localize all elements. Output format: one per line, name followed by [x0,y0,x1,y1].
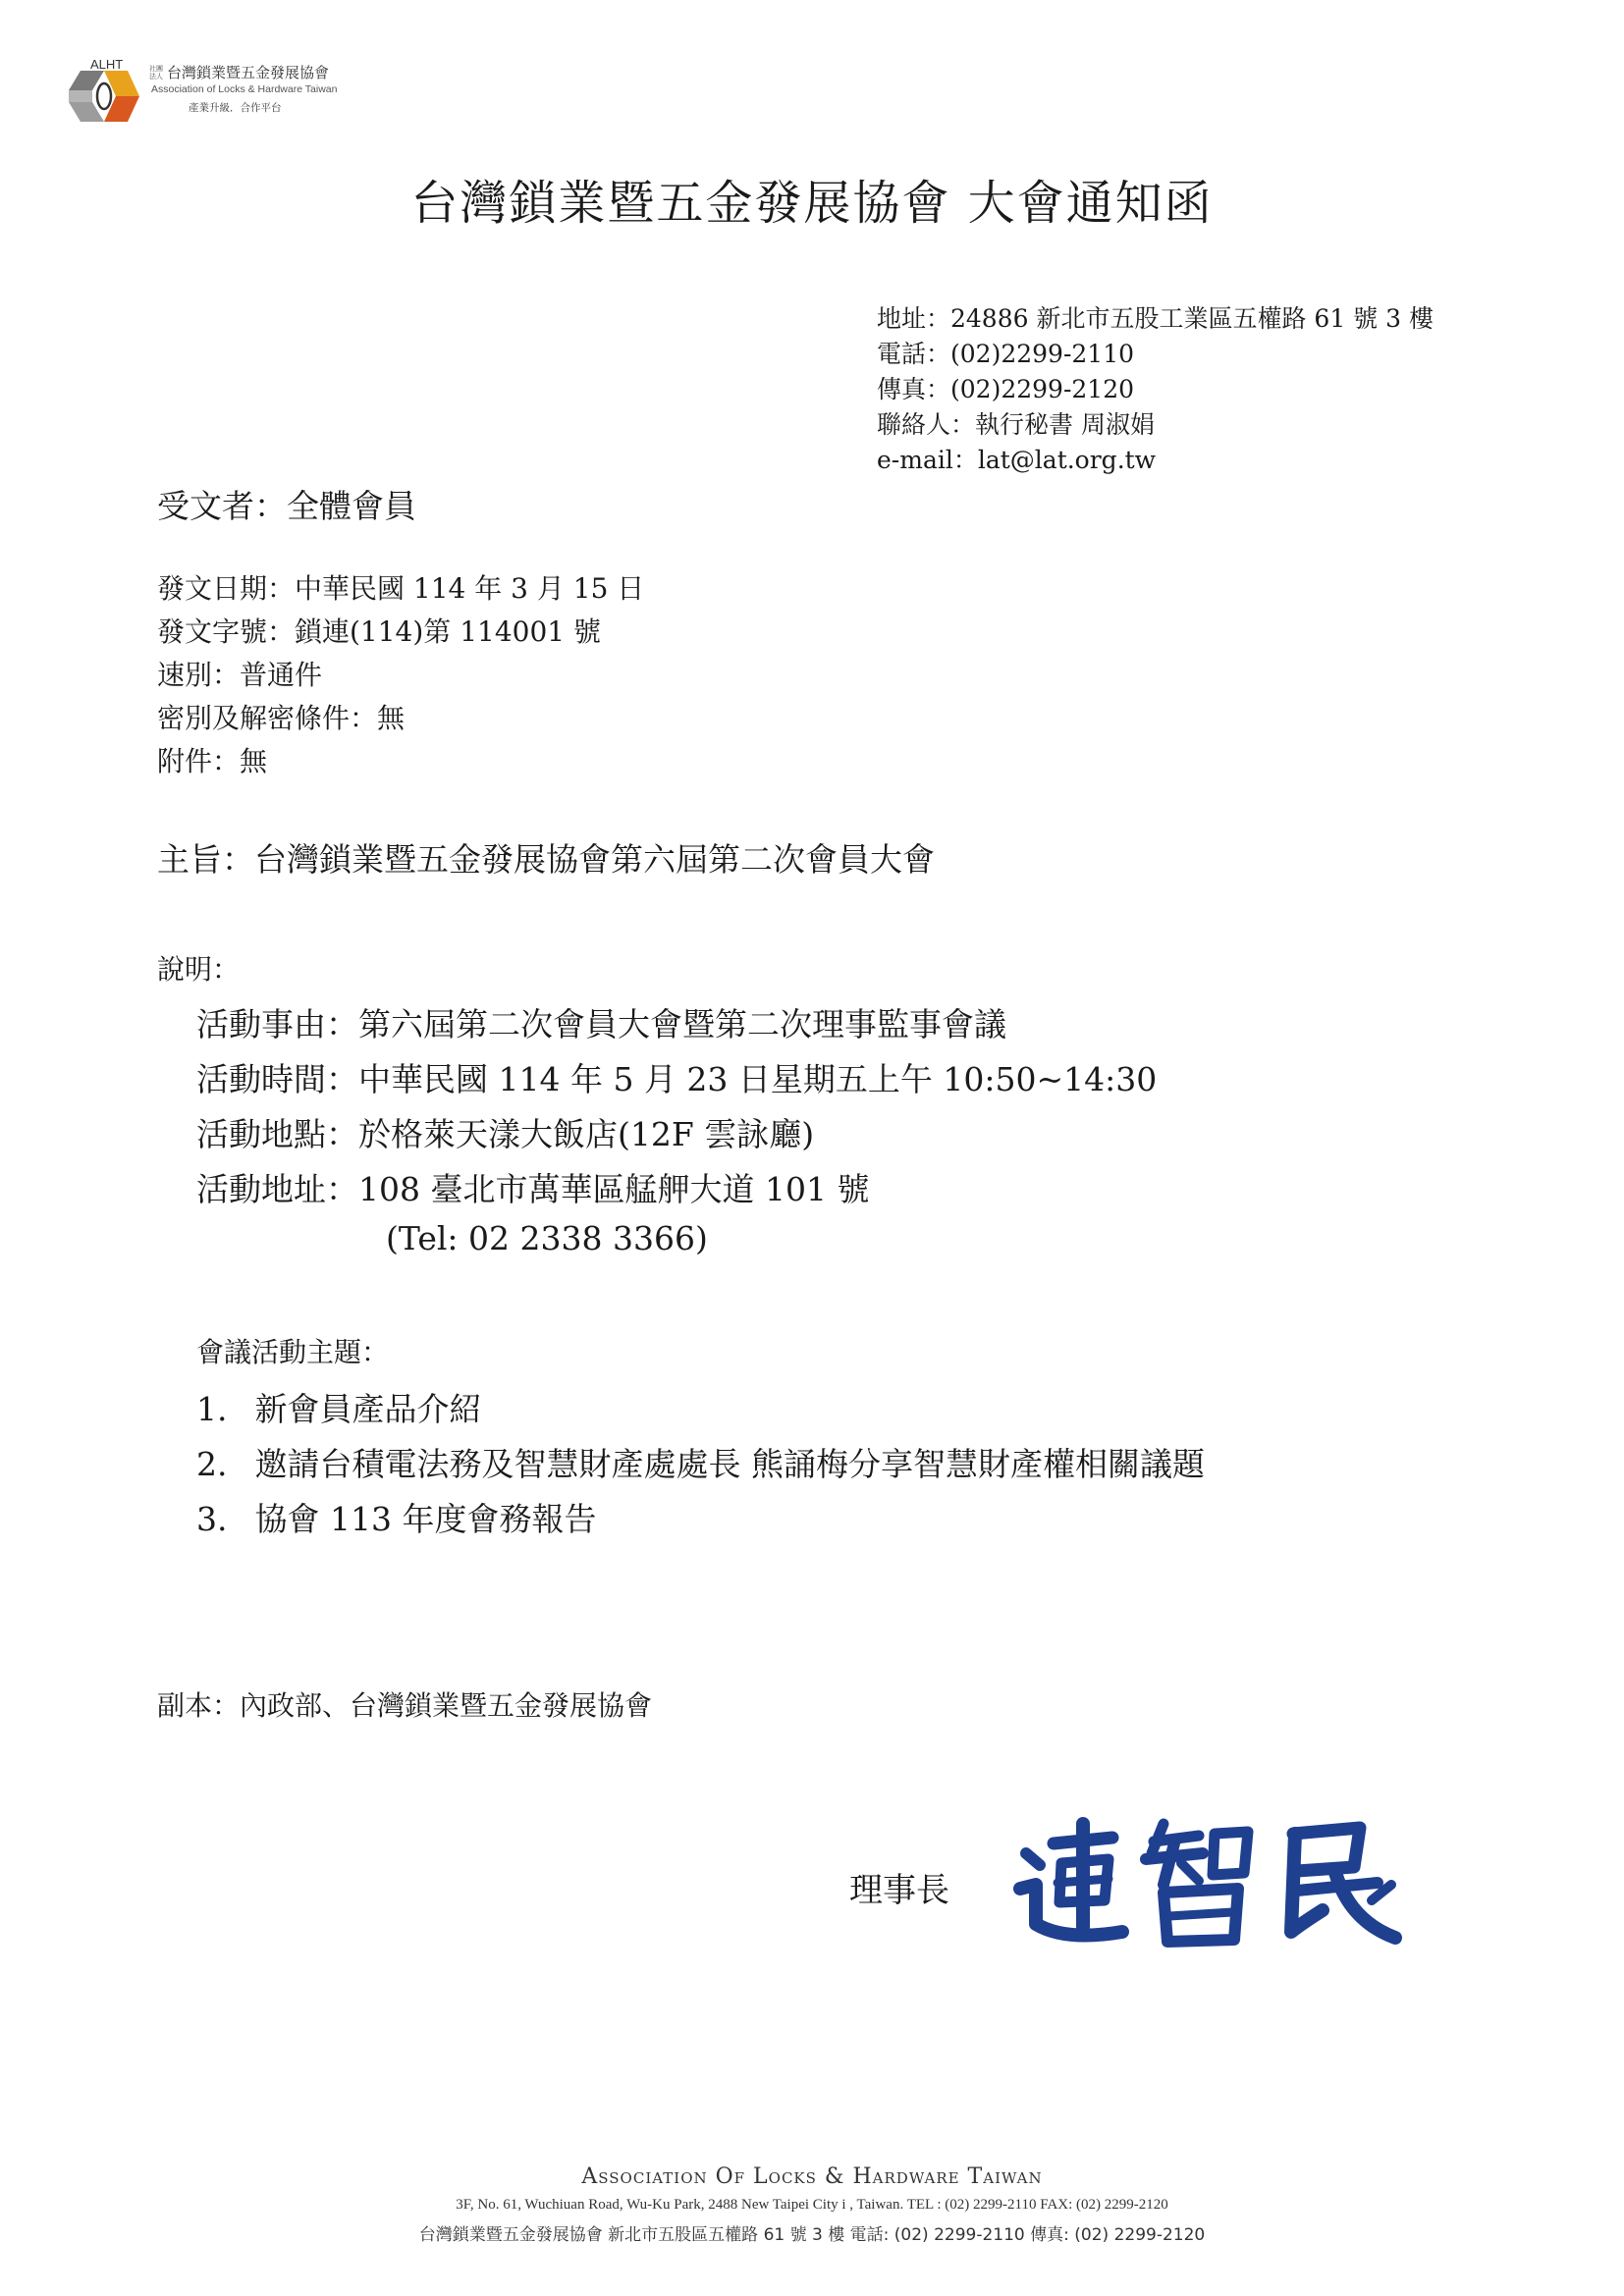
chairman-signature [1006,1794,1409,1951]
logo-name: 台灣鎖業暨五金發展協會 [167,64,330,81]
signature-brush-icon [1006,1794,1409,1951]
logo-slogan: 產業升級．合作平台 [189,102,282,114]
topic-number: 3. [196,1500,228,1538]
logo-english-name: Association of Locks & Hardware Taiwan [151,83,338,95]
delivery-speed: 速別：普通件 [157,659,323,691]
topic-text: 邀請台積電法務及智慧財產處處長 熊誦梅分享智慧財產權相關議題 [254,1445,1205,1483]
contact-phone: 電話：(02)2299-2110 [877,340,1135,368]
footer-address-english: 3F, No. 61, Wuchiuan Road, Wu-Ku Park, 2488 New Taipei City i , Taiwan. TEL : (02) 2299-2110 FAX: (02) 2299-2120 [456,2197,1168,2213]
subject: 主旨：台灣鎖業暨五金發展協會第六屆第二次會員大會 [157,840,935,879]
explanation-label: 說明： [157,953,241,986]
topic-text: 新會員產品介紹 [254,1390,482,1428]
topics-label: 會議活動主題： [196,1336,390,1368]
event-time: 活動時間：中華民國 114 年 5 月 23 日星期五上午 10:50~14:30 [196,1060,1158,1098]
topic-item [196,1494,596,1540]
document-title: 台灣鎖業暨五金發展協會 大會通知函 [410,176,1214,231]
event-address: 活動地址：108 臺北市萬華區艋舺大道 101 號 [196,1170,870,1208]
topic-item [196,1439,1205,1485]
contact-fax: 傳真：(02)2299-2120 [877,375,1135,403]
logo-prefix: 社團法人 [149,65,163,80]
topic-number: 2. [196,1445,228,1483]
footer-english-name: Association Of Locks & Hardware Taiwan [581,2164,1043,2189]
secrecy-level: 密別及解密條件：無 [157,702,406,734]
recipient: 受文者：全體會員 [157,487,416,525]
event-venue: 活動地點：於格萊天漾大飯店(12F 雲詠廳) [196,1115,815,1153]
association-logo [61,57,385,135]
topic-text: 協會 113 年度會務報告 [254,1500,597,1538]
contact-address: 地址：24886 新北市五股工業區五權路 61 號 3 樓 [877,304,1434,333]
topic-number: 1. [196,1390,228,1428]
chairman-label: 理事長 [849,1871,949,1910]
document-number: 發文字號：鎖連(114)第 114001 號 [157,615,601,648]
contact-email: e-mail：lat@lat.org.tw [877,446,1157,474]
attachment: 附件：無 [157,745,268,777]
issue-date: 發文日期：中華民國 114 年 3 月 15 日 [157,572,645,605]
topic-item [196,1384,482,1430]
footer-address-chinese: 台灣鎖業暨五金發展協會 新北市五股區五權路 61 號 3 樓 電話: (02) 2299-2110 傳真: (02) 2299-2120 [418,2225,1206,2245]
event-tel: (Tel: 02 2338 3366) [386,1219,708,1257]
carbon-copy: 副本：內政部、台灣鎖業暨五金發展協會 [157,1689,653,1722]
logo-abbreviation: ALHT [90,57,124,72]
contact-person: 聯絡人：執行秘書 周淑娟 [877,410,1155,439]
event-reason: 活動事由：第六屆第二次會員大會暨第二次理事監事會議 [196,1005,1006,1043]
